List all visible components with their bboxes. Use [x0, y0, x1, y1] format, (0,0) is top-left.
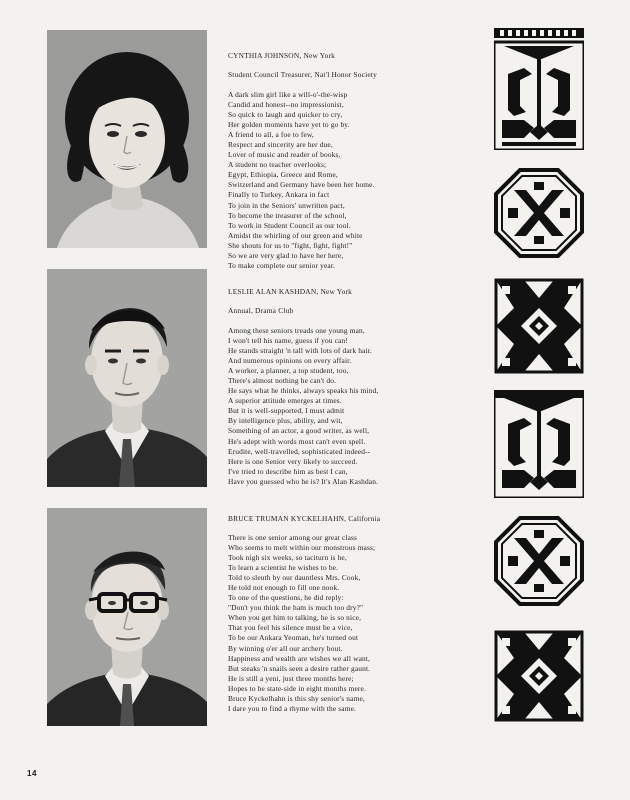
poem-line: Amidst the whirling of our green and white: [228, 230, 363, 240]
poem-line: A worker, a planner, a top student, too,: [228, 366, 349, 376]
octagon-cross-motif: [494, 168, 584, 258]
poem-line: I dare you to find a rhyme with the same.: [228, 703, 357, 713]
octagon-cross-motif: [494, 516, 584, 606]
poem-line: Who seems to melt within our monstrous mass;: [228, 543, 376, 553]
senior-poem: [228, 90, 483, 271]
portrait-photo-cynthia-johnson: [47, 30, 207, 248]
poem-line: Erudite, well-travelled, sophisticated indeed--: [228, 446, 371, 456]
poem-line: Told to sleuth by our dauntless Mrs. Cook,: [228, 573, 361, 583]
poem-line: Bruce Kyckelhahn is this shy senior's name,: [228, 693, 365, 703]
poem-line: By winning o'er all our archery bout.: [228, 643, 343, 653]
poem-line: I've tried to describe him as best I can,: [228, 466, 348, 476]
poem-line: Hopes to be state-side in eight months mere.: [228, 683, 366, 693]
poem-line: Candid and honest--no impressionist,: [228, 100, 344, 110]
poem-line: That you feel his silence must be a vice,: [228, 623, 353, 633]
poem-line: "Don't you think the ham is much too dry?": [228, 603, 364, 613]
poem-line: He told not enough to fill one nook.: [228, 583, 340, 593]
portrait-photo-leslie-alan-kashdan: [47, 269, 207, 487]
poem-line: Have you guessed who he is? It's Alan Kashdan.: [228, 476, 379, 486]
star-diamond-motif: [494, 278, 584, 374]
poem-line: He stands straight 'n tall with lots of dark hair.: [228, 346, 372, 356]
kilim-birds-motif: [494, 28, 584, 150]
page-number: 14: [27, 769, 37, 778]
poem-line: There is one senior among our great class: [228, 533, 358, 542]
poem-line: Finally to Turkey, Ankara in fact: [228, 190, 330, 200]
senior-poem: [228, 326, 483, 487]
poem-line: He says what he thinks, always speaks his mind,: [228, 386, 379, 396]
poem-line: A superior attitude emerges at times.: [228, 396, 342, 406]
poem-line: To learn a scientist he wishes to be.: [228, 563, 339, 573]
poem-line: But it is well-supported, I must admit: [228, 406, 345, 416]
poem-line: By intelligence plus, ability, and wit,: [228, 416, 343, 426]
poem-line: To be our Ankara Yeoman, he's turned out: [228, 633, 359, 643]
poem-line: Respect and sincerity are her due,: [228, 140, 333, 150]
poem-line: A dark slim girl like a will-o'-the-wisp: [228, 90, 348, 99]
poem-line: Switzerland and Germany have been her home.: [228, 180, 375, 190]
star-diamond-motif: [494, 630, 584, 722]
senior-entry-cynthia-johnson: [228, 51, 483, 271]
poem-line: Here is one Senior very likely to succeed.: [228, 456, 358, 466]
poem-line: He's adept with words most can't even spell.: [228, 436, 366, 446]
portrait-photo-bruce-truman-kyckelhahn: [47, 508, 207, 726]
poem-line: And numerous opinions on every affair.: [228, 356, 352, 366]
poem-line: To become the treasurer of the school,: [228, 210, 347, 220]
poem-line: To one of the questions, he did reply:: [228, 593, 344, 603]
senior-name: BRUCE TRUMAN KYCKELHAHN, California: [228, 514, 381, 523]
poem-line: A friend to all, a foe to few,: [228, 130, 314, 140]
poem-line: Happiness and wealth are wishes we all want,: [228, 653, 371, 663]
poem-line: She shouts for us to "fight, fight, fight!": [228, 240, 353, 250]
poem-line: So we are very glad to have her here,: [228, 250, 344, 260]
poem-line: Among these seniors treads one young man,: [228, 326, 365, 335]
poem-line: I won't tell his name, guess if you can!: [228, 336, 349, 346]
senior-poem: [228, 533, 483, 714]
senior-activities: Student Council Treasurer, Nat'l Honor Society: [228, 70, 378, 79]
poem-line: To work in Student Council as our tool.: [228, 220, 351, 230]
poem-line: Lover of music and reader of books,: [228, 150, 341, 160]
poem-line: Something of an actor, a good writer, as well,: [228, 426, 370, 436]
poem-line: There's almost nothing he can't do.: [228, 376, 337, 386]
poem-line: Took nigh six weeks, so taciturn is he,: [228, 553, 347, 563]
poem-line: A student no teacher overlooks;: [228, 160, 327, 170]
senior-entry-bruce-truman-kyckelhahn: [228, 514, 483, 714]
poem-line: When you get him to talking, he is so nice,: [228, 613, 362, 623]
poem-line: He is still a yeni, just three months here;: [228, 673, 354, 683]
poem-line: To make complete our senior year.: [228, 260, 336, 270]
senior-name: LESLIE ALAN KASHDAN, New York: [228, 287, 353, 296]
poem-line: Egypt, Ethiopia, Greece and Rome,: [228, 170, 338, 180]
poem-line: To join in the Seniors' unwritten pact,: [228, 200, 345, 210]
senior-activities: Annual, Drama Club: [228, 306, 294, 315]
poem-line: Her golden moments have yet to go by.: [228, 120, 350, 130]
kilim-birds-motif: [494, 390, 584, 498]
poem-line: So quick to laugh and quicker to cry,: [228, 110, 343, 120]
senior-entry-leslie-alan-kashdan: [228, 287, 483, 487]
poem-line: But steaks 'n snails seen a desire rather gaunt.: [228, 663, 371, 673]
senior-name: CYNTHIA JOHNSON, New York: [228, 51, 336, 60]
